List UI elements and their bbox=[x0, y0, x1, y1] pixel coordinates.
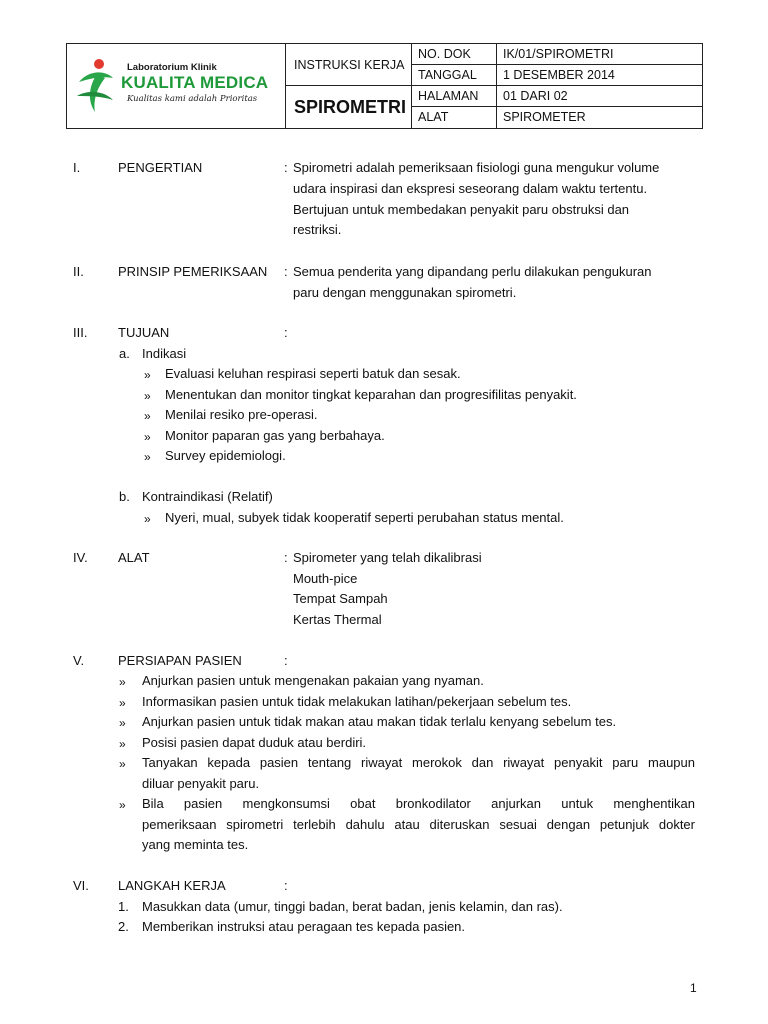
list-item: Nyeri, mual, subyek tidak kooperatif seperti perubahan status mental. bbox=[165, 510, 564, 525]
section-label: LANGKAH KERJA bbox=[118, 878, 226, 893]
section-number: V. bbox=[73, 653, 85, 668]
section-number: II. bbox=[73, 264, 84, 279]
section-colon: : bbox=[284, 653, 288, 668]
list-item: Spirometer yang telah dikalibrasi bbox=[293, 550, 482, 565]
section-colon: : bbox=[284, 878, 288, 893]
meta-label-tanggal: TANGGAL bbox=[412, 65, 497, 86]
list-item: Anjurkan pasien untuk tidak makan atau makan tidak terlalu kenyang sebelum tes. bbox=[142, 714, 617, 729]
meta-value-nodok: IK/01/SPIROMETRI bbox=[497, 44, 702, 65]
list-item: Evaluasi keluhan respirasi seperti batuk dan sesak. bbox=[165, 366, 461, 381]
sub-title-kontraindikasi: Kontraindikasi (Relatif) bbox=[142, 489, 273, 504]
bullet-icon: » bbox=[119, 675, 126, 689]
section-number: IV. bbox=[73, 550, 88, 565]
bullet-icon: » bbox=[119, 716, 126, 730]
list-item: Tempat Sampah bbox=[293, 591, 388, 606]
section-label: TUJUAN bbox=[118, 325, 170, 340]
section-number: I. bbox=[73, 160, 81, 175]
list-item: Mouth-pice bbox=[293, 571, 358, 586]
list-item: Monitor paparan gas yang berbahaya. bbox=[165, 428, 385, 443]
page-number: 1 bbox=[690, 981, 697, 995]
body-line: udara inspirasi dan ekspresi seseorang dalam waktu tertentu. bbox=[293, 181, 648, 196]
logo-figure-icon bbox=[75, 56, 115, 114]
logo-line1: Laboratorium Klinik bbox=[127, 62, 217, 73]
list-item-continued: diluar penyakit paru. bbox=[142, 776, 260, 791]
doc-type-cell bbox=[286, 44, 412, 86]
list-item: Bila pasien mengkonsumsi obat bronkodilator anjurkan untuk menghentikan bbox=[142, 796, 695, 811]
meta-label-nodok: NO. DOK bbox=[412, 44, 497, 65]
list-item: Kertas Thermal bbox=[293, 612, 382, 627]
list-item: Posisi pasien dapat duduk atau berdiri. bbox=[142, 735, 367, 750]
doc-title: SPIROMETRI bbox=[294, 97, 407, 117]
body-line: Spirometri adalah pemeriksaan fisiologi guna mengukur volume bbox=[293, 160, 660, 175]
section-colon: : bbox=[284, 550, 288, 565]
section-label: PERSIAPAN PASIEN bbox=[118, 653, 242, 668]
body-line: Semua penderita yang dipandang perlu dilakukan pengukuran bbox=[293, 264, 652, 279]
list-item: Anjurkan pasien untuk mengenakan pakaian yang nyaman. bbox=[142, 673, 484, 688]
list-item: Tanyakan kepada pasien tentang riwayat merokok dan riwayat penyakit paru maupun bbox=[142, 755, 695, 770]
list-item: Menilai resiko pre-operasi. bbox=[165, 407, 318, 422]
meta-label-halaman: HALAMAN bbox=[412, 86, 497, 107]
body-line: Bertujuan untuk membedakan penyakit paru obstruksi dan bbox=[293, 202, 630, 217]
bullet-icon: » bbox=[144, 430, 151, 444]
section-number: III. bbox=[73, 325, 88, 340]
sub-title-indikasi: Indikasi bbox=[142, 346, 187, 361]
sub-marker: a. bbox=[119, 346, 130, 361]
section-number: VI. bbox=[73, 878, 89, 893]
meta-value-alat: SPIROMETER bbox=[503, 110, 586, 124]
bullet-icon: » bbox=[119, 696, 126, 710]
meta-value-halaman: 01 DARI 02 bbox=[497, 86, 702, 107]
bullet-icon: » bbox=[144, 409, 151, 423]
logo-tagline: Kualitas kami adalah Prioritas bbox=[127, 94, 258, 104]
meta-label-alat: ALAT bbox=[412, 107, 497, 128]
list-item: Menentukan dan monitor tingkat keparahan dan progresifilitas penyakit. bbox=[165, 387, 577, 402]
section-label: PENGERTIAN bbox=[118, 160, 203, 175]
section-label: PRINSIP PEMERIKSAAN bbox=[118, 264, 268, 279]
list-item-continued: pemeriksaan spirometri terlebih dahulu atau diteruskan sesuai dengan petunjuk dokter bbox=[142, 817, 695, 832]
bullet-icon: » bbox=[119, 798, 126, 812]
bullet-icon: » bbox=[119, 737, 126, 751]
bullet-icon: » bbox=[144, 389, 151, 403]
step-text: Memberikan instruksi atau peragaan tes kepada pasien. bbox=[142, 919, 466, 934]
logo bbox=[67, 44, 286, 128]
body-line: restriksi. bbox=[293, 222, 342, 237]
sub-marker: b. bbox=[119, 489, 130, 504]
section-colon: : bbox=[284, 325, 288, 340]
logo-name: KUALITA MEDICA bbox=[121, 73, 269, 92]
step-number: 1. bbox=[118, 899, 129, 914]
section-label: ALAT bbox=[118, 550, 150, 565]
step-text: Masukkan data (umur, tinggi badan, berat badan, jenis kelamin, dan ras). bbox=[142, 899, 563, 914]
bullet-icon: » bbox=[144, 450, 151, 464]
body-line: paru dengan menggunakan spirometri. bbox=[293, 285, 517, 300]
doc-title-cell bbox=[286, 86, 412, 128]
section-colon: : bbox=[284, 264, 288, 279]
list-item: Survey epidemiologi. bbox=[165, 448, 286, 463]
bullet-icon: » bbox=[144, 368, 151, 382]
bullet-icon: » bbox=[119, 757, 126, 771]
section-colon: : bbox=[284, 160, 288, 175]
bullet-icon: » bbox=[144, 512, 151, 526]
step-number: 2. bbox=[118, 919, 129, 934]
meta-value-tanggal: 1 DESEMBER 2014 bbox=[497, 65, 702, 86]
header-table bbox=[66, 43, 703, 129]
doc-type: INSTRUKSI KERJA bbox=[294, 58, 405, 72]
list-item-continued: yang meminta tes. bbox=[142, 837, 249, 852]
list-item: Informasikan pasien untuk tidak melakukan latihan/pekerjaan sebelum tes. bbox=[142, 694, 572, 709]
